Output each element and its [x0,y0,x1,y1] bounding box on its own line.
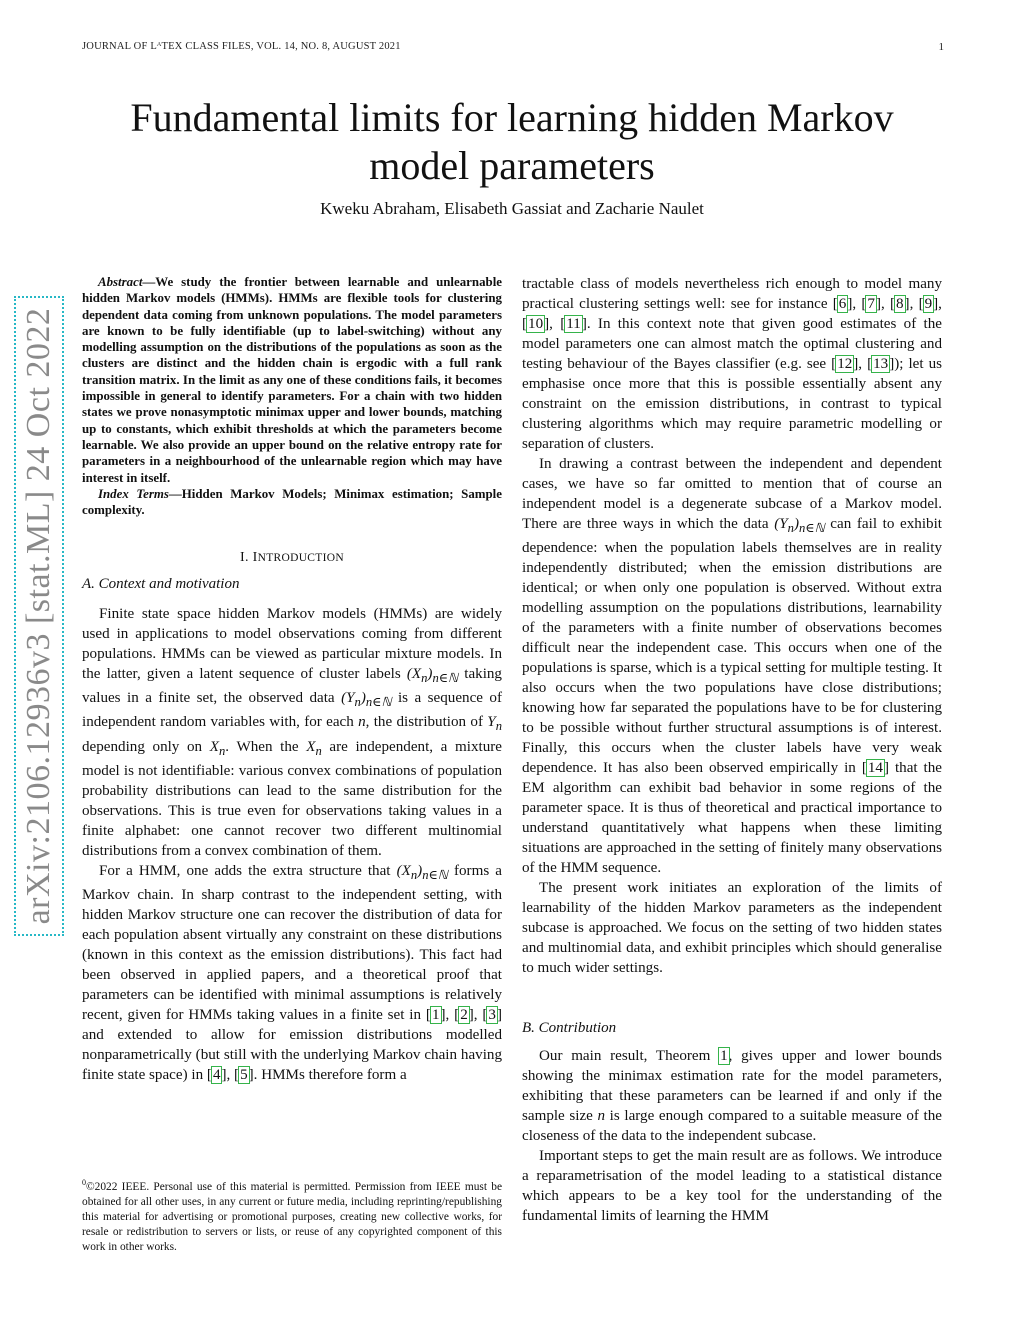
page-number: 1 [938,41,944,53]
subsection-contribution: B. Contribution [522,1020,617,1037]
section-numeral: I. [240,550,249,566]
citation-link[interactable]: 4 [212,1066,221,1083]
abstract-label: Abstract [98,275,143,289]
citation-link[interactable]: 7 [867,296,875,312]
citation-link[interactable]: 2 [460,1006,468,1023]
contribution-paragraph-2: Important steps to get the main result are as follows. We introduce a reparametrisation of the model leading to a statistical distance which appears to be a key tool for the understanding of the fundamental limits of learning the HMM [522,1148,942,1225]
intro-paragraph-5: The present work initiates an exploration of the limits of learnability of the hidden Markov parameters as the independent subcase is approached. We focus on the setting of two hidden states and multinomial data, and exhibit principles which should generalise to much wider settings. [522,880,942,977]
citation-link[interactable]: 14 [867,760,883,777]
citation-link[interactable]: 1 [431,1006,440,1023]
citation-link[interactable]: 8 [896,296,904,312]
citation-link[interactable]: 10 [528,316,544,332]
citation-link[interactable]: 5 [240,1066,248,1083]
intro-paragraph-4: In drawing a contrast between the independent and dependent cases, we have so far omitted to mention that of course an independent model is a degenerate subcase of a Markov model. There are three ways in which the data $(Y_n)_{n\in ℕ}$ can fail to exhibit dependence: when the population labels themselves are in reality independently distributed; when the emission distributions are identical; or when only one population is observed. Without extra modelling assumption on the populations distributions, learnability of the parameters with a finite number of observations becomes difficult near the independent case. This occurs when one of the populations is sparse, which is a typical setting for multiple testing. It also occurs when the two populations have close distributions; knowing how far separated the populations have to be for clustering to be possible without further structural assumptions is of interest. Finally, this occurs when the cluster labels have very weak dependence. It has also been observed empirically in [14] that the EM algorithm can exhibit bad behavior in some regions of the parameter space. It is thus of theoretical and practical importance to understand quantitatively what happens when these limiting situations are approached in the setting of finitely many observations of the HMM sequence. [522,456,942,877]
left-column [82,274,502,1085]
paper-title: Fundamental limits for learning hidden Markov model parameters [130,95,894,188]
citation-link[interactable]: 3 [488,1006,496,1023]
section-title-rest: NTRODUCTION [257,552,344,565]
contribution-paragraph-1: Our main result, Theorem 1, gives upper and lower bounds showing the minimax estimation rate for the model parameters, exhibiting that these parameters can be learned if and only if the sample size n is large enough compared to a suitable measure of the closeness of the data to the independent subcase. [522,1048,942,1145]
citation-link[interactable]: 6 [838,296,847,312]
running-head: JOURNAL OF LᴬTEX CLASS FILES, VOL. 14, NO. 8, AUGUST 2021 [82,41,401,52]
citation-link[interactable]: 12 [837,356,853,372]
abstract [82,274,502,518]
intro-paragraph-1: Finite state space hidden Markov models (HMMs) are widely used in applications to model observations coming from different populations. HMMs can be viewed as particular mixture models. In the latter, given a latent sequence of cluster labels $(X_n)_{n\in ℕ}$ taking values in a finite set, the observed data $(Y_n)_{n\in ℕ}$ is a sequence of independent random variables with, for each n, the distribution of $Y_n$ depending only on $X_n$. When the $X_n$ are independent, a mixture model is not identifiable: various convex combinations of population probability distributions can lead to the same distribution for the observations. This is true even for observations taking values in a finite alphabet: one cannot recover two different multinomial distributions from a convex combination of them. [82,606,502,859]
theorem-reference-link[interactable]: 1 [720,1048,728,1065]
intro-paragraph-3: tractable class of models nevertheless rich enough to model many practical clustering settings well: see for instance [6], [7], [8], [9], [10], [11]. In this context note that given good estimates of the model parameters one can almost match the optimal clustering and testing behaviour of the Bayes classifier (e.g. see [12], [13]); let us emphasise once more that this is possible essentially absent any constraint on the emission distributions, in contrast to typical clustering algorithms which may require parametric modelling or separation of clusters. [522,276,942,452]
intro-paragraph-2: For a HMM, one adds the extra structure that $(X_n)_{n\in ℕ}$ forms a Markov chain. In sharp contrast to the independent setting, with hidden Markov structure one can recover the distribution of data for each population absent virtually any constraint on these distributions (known in this context as the emission distributions). This fact had been observed in applied papers, and a theoretical proof that parameters can be identified with minimal assumptions is relatively recent, given for HMMs taking values in a finite set in [1], [2], [3] and extended to allow for emission distributions modelled nonparametrically (but still with the underlying Markov chain having finite state space) in [4], [5]. HMMs therefore form a [82,862,502,1083]
section-title-initial: I [252,550,258,566]
citation-link[interactable]: 11 [566,316,581,332]
right-column [522,274,942,1226]
section-heading-introduction [82,548,502,568]
paper-authors: Kweku Abraham, Elisabeth Gassiat and Zacharie Naulet [320,199,704,218]
subsection-context-motivation: A. Context and motivation [82,576,240,593]
citation-link[interactable]: 9 [924,296,933,312]
arxiv-identifier-stamp[interactable]: arXiv:2106.12936v3 [stat.ML] 24 Oct 2022 [14,296,64,936]
copyright-footnote: $^0$©2022 IEEE. Personal use of this material is permitted. Permission from IEEE must be obtained for all other uses, in any current or future media, including reprinting/republishing this material for advertising or promotional purposes, creating new collective works, for resale or redistribution to servers or lists, or reuse of any copyrighted component of this work in other works. [82,1178,502,1253]
abstract-text: —We study the frontier between learnable and unlearnable hidden Markov models (HMMs). HMMs are flexible tools for clustering dependent data coming from unknown populations. The model parameters are known to be fully identifiable (up to label-switching) without any modelling assumption on the distributions of the populations as soon as the clusters are distinct and the hidden chain is ergodic with a full rank transition matrix. In the limit as any one of these conditions fails, it becomes impossible in general to identify parameters. For a chain with two hidden states we prove nonasymptotic minimax upper and lower bounds, matching up to constants, which exhibit thresholds at which the parameters become learnable. We also provide an upper bound on the relative entropy rate for parameters in a neighbourhood of the unlearnable region which may have interest in itself. [82,275,502,485]
index-terms-text: —Hidden Markov Models; Minimax estimation; Sample complexity. [82,486,502,518]
index-terms-label: Index Terms [98,486,169,501]
citation-link[interactable]: 13 [873,356,889,372]
